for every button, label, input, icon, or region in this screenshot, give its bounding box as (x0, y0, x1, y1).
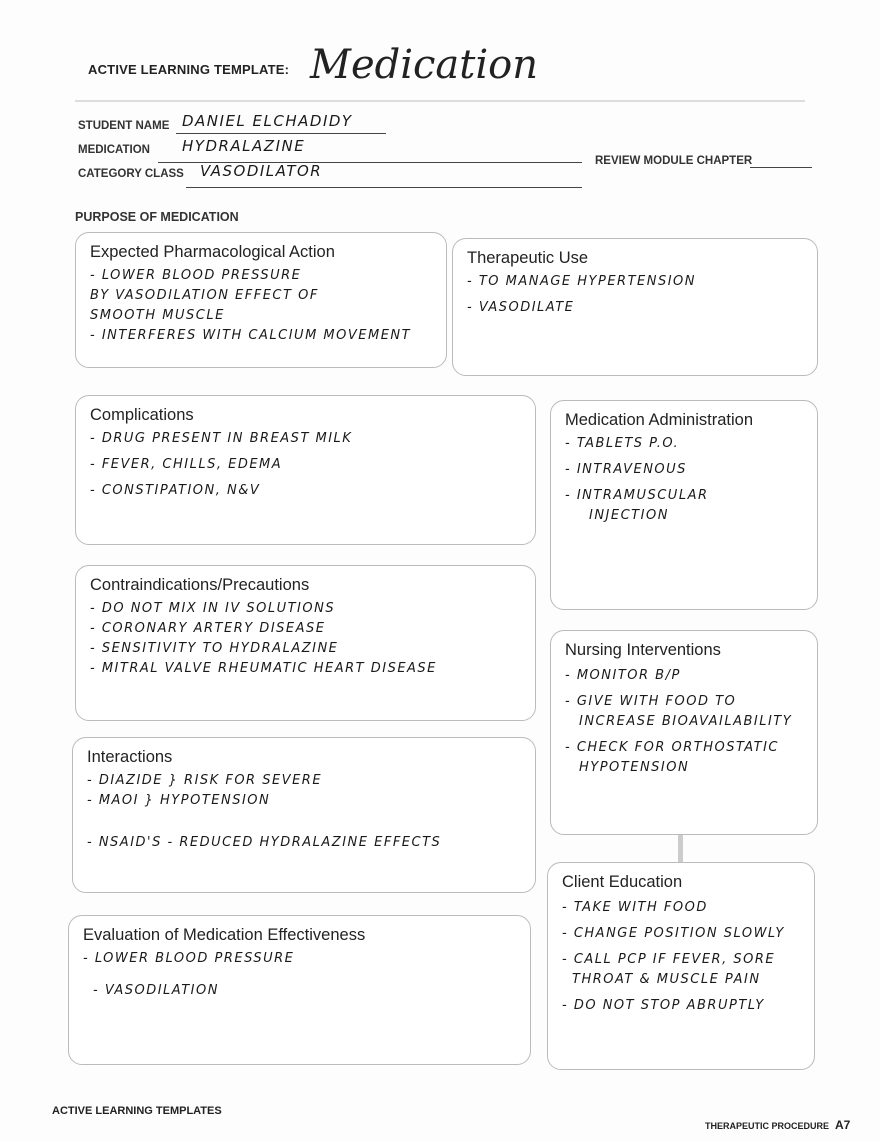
list-item: - GIVE WITH FOOD TO (565, 694, 737, 709)
list-item: - TABLETS P.O. (565, 436, 680, 451)
category-class-label: CATEGORY CLASS (78, 168, 184, 180)
list-item: - MONITOR B/P (565, 668, 681, 683)
list-item: - INTERFERES WITH CALCIUM MOVEMENT (90, 328, 412, 343)
header-divider (75, 100, 805, 102)
list-item: - CHANGE POSITION SLOWLY (562, 926, 785, 941)
purpose-heading: PURPOSE OF MEDICATION (75, 210, 239, 224)
list-item: - DRUG PRESENT IN BREAST MILK (90, 431, 353, 446)
list-item: THROAT & MUSCLE PAIN (572, 972, 761, 987)
box-connector (678, 835, 683, 862)
review-module-label: REVIEW MODULE CHAPTER (595, 155, 753, 167)
footer-right (705, 1118, 850, 1132)
list-item: - MITRAL VALVE RHEUMATIC HEART DISEASE (90, 661, 437, 676)
list-item: SMOOTH MUSCLE (90, 308, 225, 323)
box-title: Contraindications/Precautions (90, 576, 310, 594)
medication-administration-box (550, 400, 818, 610)
review-module-line[interactable] (750, 167, 812, 168)
list-item: - SENSITIVITY TO HYDRALAZINE (90, 641, 339, 656)
list-item: - DO NOT MIX IN IV SOLUTIONS (90, 601, 336, 616)
box-title: Complications (90, 406, 194, 424)
list-item: - NSAID'S - REDUCED HYDRALAZINE EFFECTS (87, 835, 442, 850)
list-item: - CHECK FOR ORTHOSTATIC (565, 740, 780, 755)
list-item: BY VASODILATION EFFECT OF (90, 288, 319, 303)
list-item: - TO MANAGE HYPERTENSION (467, 274, 697, 289)
list-item: INCREASE BIOAVAILABILITY (579, 714, 793, 729)
student-name-value[interactable]: DANIEL ELCHADIDY (182, 112, 353, 130)
contraindications-box (75, 565, 536, 721)
list-item: - FEVER, CHILLS, EDEMA (90, 457, 283, 472)
medication-label: MEDICATION (78, 144, 150, 156)
complications-box (75, 395, 536, 545)
box-title: Medication Administration (565, 411, 754, 429)
nursing-interventions-box (550, 630, 818, 835)
list-item: - DO NOT STOP ABRUPTLY (562, 998, 765, 1013)
list-item: - CORONARY ARTERY DISEASE (90, 621, 326, 636)
list-item: - INTRAMUSCULAR (565, 488, 709, 503)
list-item: - INTRAVENOUS (565, 462, 687, 477)
list-item: - TAKE WITH FOOD (562, 900, 708, 915)
category-class-value[interactable]: VASODILATOR (200, 162, 323, 180)
list-item: INJECTION (589, 508, 669, 523)
footer-section: THERAPEUTIC PROCEDURE (705, 1121, 830, 1131)
student-name-line (176, 133, 386, 134)
list-item: - DIAZIDE } RISK FOR SEVERE (87, 773, 323, 788)
list-item: - CALL PCP IF FEVER, SORE (562, 952, 776, 967)
student-name-label: STUDENT NAME (78, 120, 170, 132)
evaluation-box (68, 915, 531, 1065)
template-label: ACTIVE LEARNING TEMPLATE: (88, 62, 290, 77)
box-title: Interactions (87, 748, 173, 766)
interactions-box (72, 737, 536, 893)
box-title: Nursing Interventions (565, 641, 721, 659)
box-title: Expected Pharmacological Action (90, 243, 335, 261)
list-item: - VASODILATE (467, 300, 575, 315)
list-item: - MAOI } HYPOTENSION (87, 793, 271, 808)
list-item: - VASODILATION (93, 983, 219, 998)
expected-action-box (75, 232, 447, 368)
box-title: Therapeutic Use (467, 249, 589, 267)
list-item: - CONSTIPATION, N&V (90, 483, 261, 498)
page-number: A7 (835, 1118, 851, 1132)
box-title: Client Education (562, 873, 683, 891)
list-item: - LOWER BLOOD PRESSURE (83, 951, 295, 966)
list-item: HYPOTENSION (579, 760, 690, 775)
box-title: Evaluation of Medication Effectiveness (83, 926, 366, 944)
footer-left: ACTIVE LEARNING TEMPLATES (52, 1105, 222, 1117)
medication-value[interactable]: HYDRALAZINE (182, 137, 306, 155)
therapeutic-use-box (452, 238, 818, 376)
client-education-box (547, 862, 815, 1070)
list-item: - LOWER BLOOD PRESSURE (90, 268, 302, 283)
page-title: Medication (310, 42, 538, 88)
category-line (186, 187, 582, 188)
